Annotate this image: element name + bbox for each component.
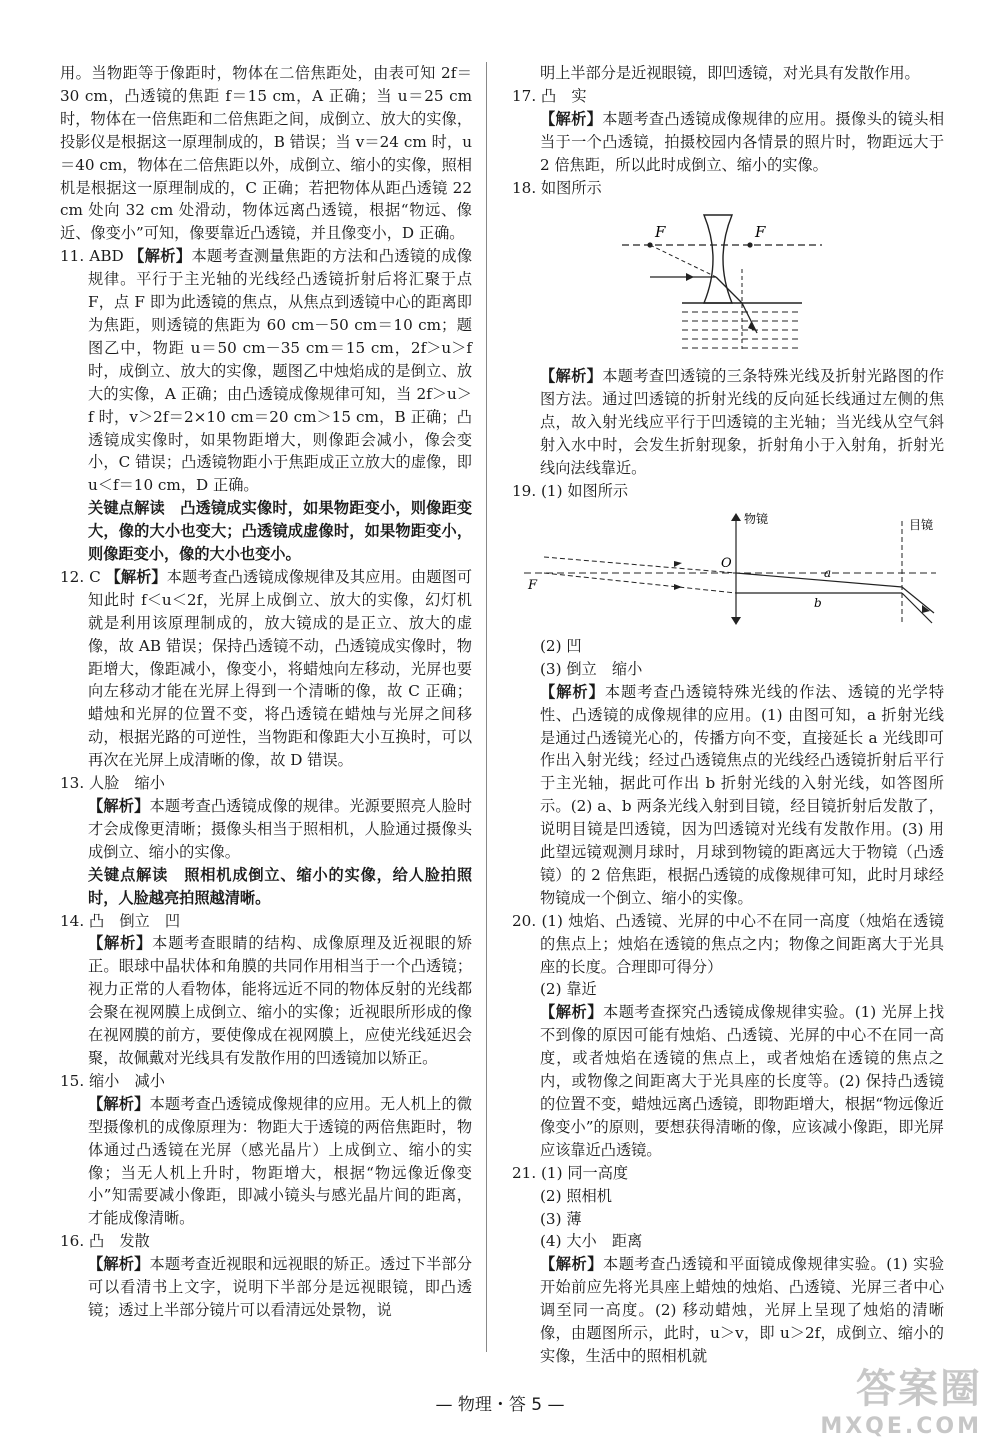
analysis-tag: 【解析】 xyxy=(128,247,192,266)
analysis-tag: 【解析】 xyxy=(540,1003,603,1022)
key-point-11: 关键点解读 凸透镜成实像时，如果物距变小，则像距变大，像的大小也变大；凸透镜成虚像时，如果物距变小，则像距变小，像的大小也变小。 xyxy=(88,499,472,564)
analysis-17 xyxy=(512,108,944,177)
answer-20-1: 20. (1) 烛焰、凸透镜、光屏的中心不在同一高度（烛焰在透镜的焦点上；烛焰在透镜的焦点之内；物像之间距离大于光具座的长度。合理即可得分） xyxy=(512,911,944,976)
answer-21-2: (2) 照相机 xyxy=(540,1186,612,1205)
continued-paragraph: 明上半部分是近视眼镜，即凹透镜，对光具有发散作用。 xyxy=(540,64,920,82)
answer-18: 18. 如图所示 xyxy=(512,178,602,197)
analysis-tag: 【解析】 xyxy=(540,682,605,701)
arrow-icon xyxy=(674,584,682,590)
left-focus-label: F xyxy=(655,223,666,242)
reverse-extension-line xyxy=(650,245,716,277)
analysis-tag: 【解析】 xyxy=(88,797,150,815)
answer-21-3: (3) 薄 xyxy=(540,1209,582,1228)
watermark xyxy=(820,1357,982,1439)
answer-11 xyxy=(60,245,472,497)
analysis-text: 本题考查眼睛的结构、成像原理及近视眼的矫正。眼球中晶状体和角膜的共同作用相当于一个凸透镜；视力正常的人看物体，能将远近不同的物体反射的光线都会聚在视网膜上成倒立、缩小的实像；近视眼所形成的像在视网膜的前方，要使像成在视网膜上，应使光线延迟会聚，故佩戴对光线具有发散作用的凹透镜加以矫正。 xyxy=(88,934,473,1067)
answer-14: 14. 凸 倒立 凹 xyxy=(60,911,181,930)
arrow-icon xyxy=(674,561,682,567)
concave-lens xyxy=(704,215,732,303)
answer-16: 16. 凸 发散 xyxy=(60,1232,150,1251)
continued-paragraph: 用。当物距等于像距时，物体在二倍焦距处，由表可知 2f＝30 cm，凸透镜的焦距 f＝15 cm，A 正确；当 u＝25 cm 时，物体在一倍焦距和二倍焦距之间，成倒立、放大的实像，投影仪是根据这一原理制成的，B 错误；当 v＝24 cm 时，u＝40 cm，物体在二倍焦距以外，成倒立、缩小的实像，照相机是根据这一原理制成的，C 正确；若把物体从距凸透镜 22 cm 处向 32 cm 处滑动，物体远离凸透镜，根据“物远、像近、像变小”可知，像要靠近凸透镜，并且像变小，D 正确。 xyxy=(60,64,472,243)
analysis-13 xyxy=(60,795,472,864)
ray-b-label: b xyxy=(814,595,822,610)
objective-label: 物镜 xyxy=(744,511,769,526)
arrow-icon xyxy=(686,273,694,281)
analysis-tag: 【解析】 xyxy=(540,1255,603,1274)
analysis-text: 本题考查凸透镜和平面镜成像规律实验。(1) 实验开始前应先将光具座上蜡烛的烛焰、凸透镜、光屏三者中心调至同一高度。(2) 移动蜡烛，光屏上呈现了烛焰的清晰像，由题图所示，此时，u＞v，即 u＞2f，成倒立、缩小的实像，生活中的照相机就 xyxy=(540,1255,945,1365)
analysis-text: 本题考查凸透镜特殊光线的作法、透镜的光学特性、凸透镜的成像规律的应用。(1) 由图可知，a 折射光线是通过凸透镜光心的，传播方向不变，直接延长 a 光线即可作出入射光线；经过凸透镜焦点的光线经凸透镜折射后平行于主光轴，据此可作出 b 折射光线的入射光线，如答图所示。(2) a、b 两条光线入射到目镜，经目镜折射后发散了，说明目镜是凹透镜，因为凹透镜对光线有发散作用。(3) 用此望远镜观测月球时，月球到物镜的距离远大于物镜（凸透镜）的 2 倍焦距，根据凸透镜的成像规律可知，此时月球经物镜成一个倒立、缩小的实像。 xyxy=(540,682,945,907)
analysis-19 xyxy=(512,681,944,910)
analysis-text: 本题考查凸透镜成像规律及其应用。由题图可知此时 f＜u＜2f，光屏上成倒立、放大的实像，幻灯机就是利用该原理制成的，放大镜成的是正立、放大的虚像，故 AB 错误；保持凸透镜不动，凸透镜成实像时，物距增大，像距减小，像变小，将蜡烛向左移动，光屏也要向左移动才能在光屏上得到一个清晰的像，故 C 正确；蜡烛和光屏的位置不变，将凸透镜在蜡烛与光屏之间移动，根据光路的可逆性，当物距和像距大小互换时，可以再次在光屏上成清晰的像，故 D 错误。 xyxy=(88,567,473,770)
column-divider xyxy=(486,62,487,1352)
analysis-text: 本题考查近视眼和远视眼的矫正。透过下半部分可以看清书上文字，说明下半部分是远视眼镜，即凸透镜；透过上半部分镜片可以看清远处景物，说 xyxy=(88,1255,472,1319)
analysis-16 xyxy=(60,1253,472,1322)
analysis-21 xyxy=(512,1253,944,1368)
analysis-text: 本题考查凸透镜成像的规律。光源要照亮人脸时才会成像更清晰；摄像头相当于照相机，人脸通过摄像头成倒立、缩小的实像。 xyxy=(88,797,472,861)
answer-number: 11. ABD xyxy=(60,247,124,266)
analysis-14 xyxy=(60,932,472,1069)
key-point-13: 关键点解读 照相机成倒立、缩小的实像，给人脸拍照时，人脸越亮拍照越清晰。 xyxy=(88,865,472,907)
watermark-url: MXQE.COM xyxy=(820,1414,982,1439)
analysis-text: 本题考查探究凸透镜成像规律实验。(1) 光屏上找不到像的原因可能有烛焰、凸透镜、光屏的中心不在同一高度，或者烛焰在透镜的焦点上，或者烛焰在透镜的焦点之内，或物像之间距离大于光具座的长度等。(2) 保持凸透镜的位置不变，蜡烛远离凸透镜，即物距增大，根据“物远像近像变小”的原则，要想获得清晰的像，应该减小像距，即光屏应该靠近凸透镜。 xyxy=(540,1003,945,1159)
focus-label: F xyxy=(528,577,538,593)
analysis-tag: 【解析】 xyxy=(540,367,603,386)
left-column xyxy=(60,62,472,1322)
ray-a-label: a xyxy=(824,565,832,580)
analysis-18 xyxy=(512,365,944,480)
answer-15: 15. 缩小 减小 xyxy=(60,1071,165,1090)
answer-20-2: (2) 靠近 xyxy=(540,980,597,999)
answer-21-4: (4) 大小 距离 xyxy=(540,1232,643,1251)
telescope-figure xyxy=(524,511,936,629)
right-focus-label: F xyxy=(755,223,766,242)
analysis-15 xyxy=(60,1093,472,1230)
analysis-text: 本题考查凸透镜成像规律的应用。无人机上的微型摄像机的成像原理为：物距大于透镜的两倍焦距时，物体通过凸透镜在光屏（感光晶片）上成倒立、缩小的实像；当无人机上升时，物距增大，根据“物远像近像变小”知需要减小像距，即减小镜头与感光晶片间的距离，才能成像清晰。 xyxy=(88,1094,472,1228)
analysis-tag: 【解析】 xyxy=(88,1255,150,1274)
analysis-tag: 【解析】 xyxy=(105,567,167,586)
optical-center-label: O xyxy=(721,555,732,571)
answer-17: 17. 凸 实 xyxy=(512,86,587,105)
incident-ray-b xyxy=(544,573,736,593)
analysis-text: 本题考查凸透镜成像规律的应用。摄像头的镜头相当于一个凸透镜，拍摄校园内各情景的照片时，物距远大于 2 倍焦距，所以此时成倒立、缩小的实像。 xyxy=(540,109,945,174)
right-focus-point xyxy=(747,243,752,248)
incident-ray-a xyxy=(544,557,736,573)
answer-19-3: (3) 倒立 缩小 xyxy=(540,659,643,678)
arrow-icon xyxy=(731,617,741,625)
analysis-20 xyxy=(512,1001,944,1161)
refracted-ray-a xyxy=(736,573,902,587)
eyepiece-label: 目镜 xyxy=(909,517,934,532)
page-footer: — 物理・答 5 — xyxy=(435,1395,565,1415)
analysis-tag: 【解析】 xyxy=(540,109,603,128)
analysis-text: 本题考查凹透镜的三条特殊光线及折射光路图的作图方法。通过凹透镜的折射光线的反向延长线通过左侧的焦点，故入射光线应平行于凹透镜的主光轴；当光线从空气斜射入水中时，会发生折射现象，折射角小于入射角，折射光线向法线靠近。 xyxy=(540,367,945,478)
answer-19-1: 19. (1) 如图所示 xyxy=(512,481,629,500)
answer-21-1: 21. (1) 同一高度 xyxy=(512,1163,629,1182)
answer-number: 12. C xyxy=(60,567,101,586)
arrow-icon xyxy=(731,513,741,521)
answer-19-2: (2) 凹 xyxy=(540,636,582,655)
concave-lens-refraction-figure xyxy=(622,209,822,359)
refracted-ray xyxy=(716,277,742,303)
analysis-tag: 【解析】 xyxy=(88,934,153,953)
answer-13: 13. 人脸 缩小 xyxy=(60,774,165,793)
watermark-logo: 答案圈 xyxy=(856,1366,982,1412)
right-column xyxy=(512,62,944,1368)
analysis-tag: 【解析】 xyxy=(88,1094,150,1113)
analysis-text: 本题考查测量焦距的方法和凸透镜的成像规律。平行于主光轴的光线经凸透镜折射后将汇聚于点 F，点 F 即为此透镜的焦点，从焦点到透镜中心的距离即为焦距，则透镜的焦距为 60 cm－50 cm＝10 cm；题图乙中，物距 u＝50 cm－35 cm＝15 cm，2f＞u＞f 时，成倒立、放大的实像，题图乙中烛焰成的是倒立、放大的实像，A 正确；由凸透镜成像规律可知，当 2f＞u＞f 时，v＞2f＝2×10 cm＝20 cm＞15 cm，B 正确；凸透镜成实像时，如果物距增大，则像距会减小，像会变小，C 错误；凸透镜物距小于焦距成正立放大的虚像，即 u＜f＝10 cm，D 正确。 xyxy=(88,247,473,495)
answer-12 xyxy=(60,566,472,772)
